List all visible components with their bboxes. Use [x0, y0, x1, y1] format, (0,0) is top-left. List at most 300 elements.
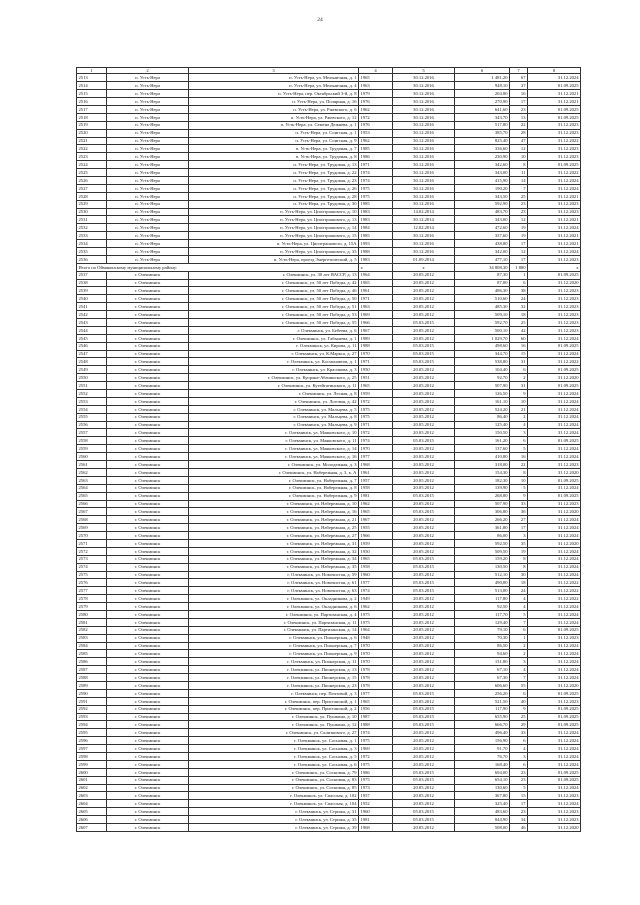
table-row: [77, 626, 581, 634]
settlement-name-cell: г. Олекминск: [107, 484, 189, 492]
settlement-name-cell: п. Усть-Нера: [107, 200, 189, 208]
build-year-cell: 1956: [359, 705, 393, 713]
table-row: [77, 642, 581, 650]
repair-deadline-cell: 31.12.2024: [528, 445, 581, 453]
repair-deadline-cell: 31.12.2023: [528, 287, 581, 295]
building-address-cell: г. Олекминск, ул. Набережная, д. 7: [189, 476, 359, 484]
build-year-cell: 1971: [359, 295, 393, 303]
table-row: [77, 413, 581, 421]
settlement-name-cell: г. Олекминск: [107, 626, 189, 634]
survey-date-cell: 20.05.2012: [393, 658, 455, 666]
build-year-cell: 1964: [359, 626, 393, 634]
table-row: [77, 405, 581, 413]
repair-deadline-cell: 31.12.2022: [528, 579, 581, 587]
record-number-cell: 2580: [77, 610, 107, 618]
settlement-name-cell: г. Олекминск: [107, 453, 189, 461]
settlement-name-cell: г. Олекминск: [107, 824, 189, 832]
apartments-count-cell: 2: [510, 642, 528, 650]
apartments-count-cell: 46: [510, 824, 528, 832]
record-number-cell: 2552: [77, 390, 107, 398]
repair-deadline-cell: 31.12.2022: [528, 595, 581, 603]
building-address-cell: п. Усть-Нера, ул. Мельничная, д. 1: [189, 74, 359, 82]
record-number-cell: 2604: [77, 800, 107, 808]
survey-date-cell: 20.05.2012: [393, 681, 455, 689]
build-year-cell: 1974: [359, 176, 393, 184]
record-number-cell: 2553: [77, 397, 107, 405]
repair-deadline-cell: 31.12.2023: [528, 461, 581, 469]
build-year-cell: 1974: [359, 587, 393, 595]
building-address-cell: г. Олекминск, ул. Новочистая, д. 59: [189, 571, 359, 579]
build-year-cell: 1972: [359, 397, 393, 405]
record-number-cell: 2541: [77, 303, 107, 311]
total-area-cell: 496,40: [455, 729, 510, 737]
building-address-cell: г. Олекминск, ул. Лесная, д. 8: [189, 390, 359, 398]
building-address-cell: г. Олекминск, ул. Пионерская, д. 6: [189, 634, 359, 642]
survey-date-cell: 20.05.2012: [393, 366, 455, 374]
record-number-cell: 2533: [77, 232, 107, 240]
repair-deadline-cell: 01.09.2025: [528, 768, 581, 776]
build-year-cell: 1985: [359, 145, 393, 153]
repair-deadline-cell: 01.09.2025: [528, 689, 581, 697]
survey-date-cell: 20.05.2012: [393, 634, 455, 642]
settlement-name-cell: г. Олекминск: [107, 760, 189, 768]
building-address-cell: г. Олекминск, ул. Мальцева, д. 5: [189, 405, 359, 413]
settlement-name-cell: п. Усть-Нера: [107, 145, 189, 153]
building-address-cell: г. Олекминск, ул. Габышева, д. 1: [189, 334, 359, 342]
apartments-count-cell: 31: [510, 382, 528, 390]
building-address-cell: п. Усть-Нера, ул. Полярная, д. 16: [189, 98, 359, 106]
total-area-cell: 508,00: [455, 824, 510, 832]
table-row: [77, 161, 581, 169]
building-address-cell: г. Олекминск, ул. Партизанская, д. 14: [189, 626, 359, 634]
settlement-name-cell: г. Олекминск: [107, 784, 189, 792]
settlement-name-cell: г. Олекминск: [107, 366, 189, 374]
build-year-cell: 1960: [359, 571, 393, 579]
survey-date-cell: 20.05.2012: [393, 824, 455, 832]
apartments-count-cell: 55: [510, 681, 528, 689]
repair-deadline-cell: 31.12.2024: [528, 650, 581, 658]
repair-deadline-cell: 31.12.2020: [528, 681, 581, 689]
repair-deadline-cell: 31.12.2024: [528, 484, 581, 492]
record-number-cell: 2517: [77, 105, 107, 113]
settlement-name-cell: п. Усть-Нера: [107, 161, 189, 169]
building-address-cell: г. Олекминск, ул. Мальцева, д. 8: [189, 413, 359, 421]
total-area-cell: 513,00: [455, 587, 510, 595]
district-subtotal-row: [77, 263, 581, 271]
settlement-name-cell: г. Олекминск: [107, 358, 189, 366]
survey-date-cell: 30.12.2016: [393, 232, 455, 240]
settlement-name-cell: г. Олекминск: [107, 382, 189, 390]
record-number-cell: 2534: [77, 240, 107, 248]
record-number-cell: 2584: [77, 642, 107, 650]
settlement-name-cell: г. Олекминск: [107, 516, 189, 524]
record-number-cell: 2592: [77, 705, 107, 713]
total-area-cell: 500,10: [455, 326, 510, 334]
apartments-count-cell: 23: [510, 808, 528, 816]
apartments-count-cell: 21: [510, 405, 528, 413]
apartments-count-cell: 6: [510, 737, 528, 745]
table-row: [77, 461, 581, 469]
build-year-cell: 1970: [359, 350, 393, 358]
survey-date-cell: 20.05.2012: [393, 729, 455, 737]
record-number-cell: 2602: [77, 784, 107, 792]
building-address-cell: г. Олекминск, ул. 50 лет Победы, д. 50: [189, 295, 359, 303]
building-address-cell: п. Усть-Нера, ул. Трудовая, д. 26: [189, 184, 359, 192]
build-year-cell: 1975: [359, 760, 393, 768]
building-address-cell: п. Усть-Нера, ул. Циолтрашового, д. 13: [189, 216, 359, 224]
total-area-cell: 342,00: [455, 248, 510, 256]
survey-date-cell: 05.03.2015: [393, 776, 455, 784]
repair-deadline-cell: 31.12.2024: [528, 760, 581, 768]
build-year-cell: 1975: [359, 405, 393, 413]
building-address-cell: п. Усть-Нера, пер. Октябрьский 3-й, д. 8: [189, 90, 359, 98]
survey-date-cell: 20.05.2012: [393, 571, 455, 579]
survey-date-cell: 20.05.2012: [393, 524, 455, 532]
total-area-cell: 161,10: [455, 397, 510, 405]
record-number-cell: 2591: [77, 697, 107, 705]
settlement-name-cell: п. Усть-Нера: [107, 232, 189, 240]
building-address-cell: п. Усть-Нера, ул. Трудовая, д. 22: [189, 169, 359, 177]
build-year-cell: 1977: [359, 579, 393, 587]
total-area-cell: 137,60: [455, 445, 510, 453]
survey-date-cell: 20.05.2012: [393, 792, 455, 800]
survey-date-cell: 30.12.2016: [393, 169, 455, 177]
record-number-cell: 2536: [77, 255, 107, 263]
build-year-cell: 1971: [359, 358, 393, 366]
total-area-cell: 641,60: [455, 105, 510, 113]
settlement-name-cell: г. Олекминск: [107, 705, 189, 713]
record-number-cell: 2566: [77, 500, 107, 508]
repair-deadline-cell: 31.12.2023: [528, 311, 581, 319]
building-address-cell: г. Олекминск, ул. Новочистая, д. 61: [189, 579, 359, 587]
repair-deadline-cell: 31.12.2024: [528, 745, 581, 753]
table-row: [77, 697, 581, 705]
repair-deadline-cell: 01.09.2025: [528, 342, 581, 350]
total-area-cell: 343,50: [455, 192, 510, 200]
settlement-name-cell: г. Олекминск: [107, 571, 189, 579]
build-year-cell: 1964: [359, 271, 393, 279]
build-year-cell: 1988: [359, 721, 393, 729]
total-area-cell: 91,70: [455, 745, 510, 753]
record-number-cell: 2576: [77, 579, 107, 587]
survey-date-cell: 05.03.2015: [393, 555, 455, 563]
apartments-count-cell: 24: [510, 587, 528, 595]
record-number-cell: 2597: [77, 745, 107, 753]
building-address-cell: г. Олекминск, ул. Пушкина, д. 12: [189, 721, 359, 729]
table-row: [77, 240, 581, 248]
repair-deadline-cell: 31.12.2024: [528, 603, 581, 611]
settlement-name-cell: г. Олекминск: [107, 737, 189, 745]
building-address-cell: г. Олекминск, ул. Сосновая, д. 6: [189, 760, 359, 768]
total-area-cell: 367,80: [455, 792, 510, 800]
apartments-count-cell: 1: [510, 634, 528, 642]
building-address-cell: г. Олекминск, ул. 50 лет Победы, д. 55: [189, 319, 359, 327]
survey-date-cell: 20.05.2012: [393, 626, 455, 634]
survey-date-cell: 20.05.2012: [393, 413, 455, 421]
table-row: [77, 571, 581, 579]
table-row: [77, 90, 581, 98]
build-year-cell: 1972: [359, 113, 393, 121]
build-year-cell: 1971: [359, 421, 393, 429]
table-row: [77, 382, 581, 390]
apartments-count-cell: 33: [510, 729, 528, 737]
table-row: [77, 484, 581, 492]
survey-date-cell: 30.12.2016: [393, 105, 455, 113]
repair-deadline-cell: 31.12.2023: [528, 326, 581, 334]
survey-date-cell: 30.12.2014: [393, 216, 455, 224]
table-row: [77, 800, 581, 808]
settlement-name-cell: г. Олекминск: [107, 816, 189, 824]
record-number-cell: 2571: [77, 539, 107, 547]
repair-deadline-cell: 31.12.2024: [528, 610, 581, 618]
build-year-cell: 1976: [359, 121, 393, 129]
apartments-count-cell: 22: [510, 461, 528, 469]
settlement-name-cell: г. Олекминск: [107, 547, 189, 555]
settlement-name-cell: п. Усть-Нера: [107, 74, 189, 82]
survey-date-cell: 30.12.2016: [393, 192, 455, 200]
record-number-cell: 2527: [77, 184, 107, 192]
survey-date-cell: 20.05.2012: [393, 468, 455, 476]
repair-deadline-cell: 31.12.2024: [528, 618, 581, 626]
record-number-cell: 2567: [77, 508, 107, 516]
settlement-name-cell: п. Усть-Нера: [107, 216, 189, 224]
survey-date-cell: 20.05.2012: [393, 539, 455, 547]
build-year-cell: 1965: [359, 508, 393, 516]
total-area-cell: 159,20: [455, 555, 510, 563]
survey-date-cell: 20.05.2012: [393, 760, 455, 768]
apartments-count-cell: 25: [510, 713, 528, 721]
build-year-cell: 1986: [359, 768, 393, 776]
total-area-cell: 592,70: [455, 319, 510, 327]
building-address-cell: г. Олекминск, ул. 50 лет Победы, д. 51: [189, 303, 359, 311]
settlement-name-cell: г. Олекминск: [107, 421, 189, 429]
table-row: [77, 555, 581, 563]
settlement-name-cell: п. Усть-Нера: [107, 169, 189, 177]
column-number-2: 2: [107, 68, 189, 74]
building-address-cell: г. Олекминск, ул. Мальцева, д. 9: [189, 421, 359, 429]
repair-deadline-cell: 31.12.2024: [528, 397, 581, 405]
survey-date-cell: 05.03.2015: [393, 579, 455, 587]
total-area-cell: 86,50: [455, 642, 510, 650]
apartments-count-cell: 16: [510, 90, 528, 98]
page-number: 24: [317, 17, 323, 23]
subtotal-area: 34 808,30: [455, 263, 510, 271]
subtotal-date: х: [393, 263, 455, 271]
table-row: [77, 200, 581, 208]
survey-date-cell: 30.12.2016: [393, 200, 455, 208]
repair-deadline-cell: 31.12.2020: [528, 374, 581, 382]
survey-date-cell: 05.03.2015: [393, 808, 455, 816]
total-area-cell: 86,40: [455, 413, 510, 421]
build-year-cell: 1971: [359, 161, 393, 169]
record-number-cell: 2605: [77, 808, 107, 816]
building-address-cell: г. Олекминск, ул. Бебеева, д. 6: [189, 326, 359, 334]
build-year-cell: 1970: [359, 650, 393, 658]
table-row: [77, 492, 581, 500]
settlement-name-cell: г. Олекминск: [107, 303, 189, 311]
total-area-cell: 606,60: [455, 681, 510, 689]
settlement-name-cell: г. Олекминск: [107, 579, 189, 587]
repair-deadline-cell: 31.12.2020: [528, 824, 581, 832]
apartments-count-cell: 7: [510, 184, 528, 192]
table-row: [77, 729, 581, 737]
table-row: [77, 208, 581, 216]
build-year-cell: 1967: [359, 516, 393, 524]
building-address-cell: г. Олекминск, ул. К.Маркса, д. 27: [189, 350, 359, 358]
total-area-cell: 150,50: [455, 429, 510, 437]
apartments-count-cell: 27: [510, 516, 528, 524]
apartments-count-cell: 42: [510, 326, 528, 334]
building-address-cell: г. Олекминск, ул. Пионерская, д. 15: [189, 674, 359, 682]
building-address-cell: п. Усть-Нера, ул. Мельничная, д. 4: [189, 82, 359, 90]
total-area-cell: 130,50: [455, 563, 510, 571]
survey-date-cell: 30.12.2016: [393, 137, 455, 145]
build-year-cell: 1952: [359, 800, 393, 808]
table-row: [77, 634, 581, 642]
building-address-cell: г. Олекминск, ул. Набережная, д. 8: [189, 484, 359, 492]
survey-date-cell: 20.05.2012: [393, 311, 455, 319]
settlement-name-cell: г. Олекминск: [107, 800, 189, 808]
table-row: [77, 468, 581, 476]
building-address-cell: п. Усть-Нера, проезд Энергетический, д. 5: [189, 255, 359, 263]
record-number-cell: 2522: [77, 145, 107, 153]
apartments-count-cell: 8: [510, 555, 528, 563]
repair-deadline-cell: 31.12.2024: [528, 413, 581, 421]
building-address-cell: г. Олекминск, ул. Маяковского, д. 14: [189, 445, 359, 453]
build-year-cell: 1978: [359, 681, 393, 689]
build-year-cell: 1970: [359, 445, 393, 453]
building-address-cell: г. Олекминск, ул. Сосновая, д. 85: [189, 784, 359, 792]
record-number-cell: 2543: [77, 319, 107, 327]
subtotal-count: 1 880: [510, 263, 528, 271]
apartments-count-cell: 16: [510, 453, 528, 461]
total-area-cell: 655,90: [455, 713, 510, 721]
apartments-count-cell: 8: [510, 563, 528, 571]
total-area-cell: 67,30: [455, 674, 510, 682]
building-address-cell: п. Усть-Нера, ул. Циолтрашового, д. 35: [189, 248, 359, 256]
total-area-cell: 694,00: [455, 768, 510, 776]
survey-date-cell: 30.12.2016: [393, 161, 455, 169]
apartments-count-cell: 29: [510, 721, 528, 729]
build-year-cell: 1972: [359, 429, 393, 437]
apartments-count-cell: 6: [510, 437, 528, 445]
building-address-cell: г. Олекминск, ул. Маяковского, д. 11: [189, 437, 359, 445]
table-row: [77, 737, 581, 745]
apartments-count-cell: 17: [510, 98, 528, 106]
record-number-cell: 2557: [77, 429, 107, 437]
build-year-cell: 1953: [359, 129, 393, 137]
building-address-cell: г. Олекминск, ул. Склизкового, д. 27: [189, 729, 359, 737]
building-address-cell: п. Усть-Нера, ул. Циолтрашового, д. 15: [189, 232, 359, 240]
settlement-name-cell: г. Олекминск: [107, 792, 189, 800]
table-row: [77, 169, 581, 177]
apartments-count-cell: 7: [510, 618, 528, 626]
total-area-cell: 182,30: [455, 476, 510, 484]
build-year-cell: 1981: [359, 492, 393, 500]
settlement-name-cell: г. Олекминск: [107, 271, 189, 279]
build-year-cell: 1966: [359, 532, 393, 540]
apartments-count-cell: 37: [510, 82, 528, 90]
apartments-count-cell: 19: [510, 224, 528, 232]
record-number-cell: 2528: [77, 192, 107, 200]
settlement-name-cell: г. Олекминск: [107, 729, 189, 737]
survey-date-cell: 20.05.2012: [393, 429, 455, 437]
building-address-cell: г. Олекминск, ул. Маяковского, д. 10: [189, 429, 359, 437]
build-year-cell: 1975: [359, 413, 393, 421]
table-row: [77, 516, 581, 524]
build-year-cell: 1955: [359, 524, 393, 532]
record-number-cell: 2526: [77, 176, 107, 184]
build-year-cell: 1962: [359, 603, 393, 611]
table-row: [77, 216, 581, 224]
building-address-cell: г. Олекминск, ул. Сосновая, д. 1: [189, 737, 359, 745]
apartments-count-cell: 11: [510, 169, 528, 177]
building-address-cell: п. Усть-Нера, ул. Трудовая, д. 7: [189, 145, 359, 153]
apartments-count-cell: 4: [510, 595, 528, 603]
survey-date-cell: 20.05.2012: [393, 476, 455, 484]
total-area-cell: 517,80: [455, 121, 510, 129]
build-year-cell: 1959: [359, 539, 393, 547]
table-row: [77, 374, 581, 382]
total-area-cell: 190,20: [455, 184, 510, 192]
record-number-cell: 2560: [77, 453, 107, 461]
apartments-count-cell: 35: [510, 539, 528, 547]
settlement-name-cell: г. Олекминск: [107, 539, 189, 547]
total-area-cell: 361,80: [455, 524, 510, 532]
settlement-name-cell: г. Олекминск: [107, 397, 189, 405]
build-year-cell: 1960: [359, 808, 393, 816]
repair-deadline-cell: 31.12.2024: [528, 248, 581, 256]
repair-deadline-cell: 01.09.2025: [528, 705, 581, 713]
record-number-cell: 2559: [77, 445, 107, 453]
record-number-cell: 2562: [77, 468, 107, 476]
total-area-cell: 154,30: [455, 468, 510, 476]
survey-date-cell: 20.05.2012: [393, 784, 455, 792]
table-row: [77, 618, 581, 626]
repair-deadline-cell: 31.12.2024: [528, 658, 581, 666]
settlement-name-cell: п. Усть-Нера: [107, 121, 189, 129]
table-row: [77, 808, 581, 816]
total-area-cell: 592,50: [455, 539, 510, 547]
total-area-cell: 117,80: [455, 595, 510, 603]
repair-deadline-cell: 31.12.2023: [528, 816, 581, 824]
record-number-cell: 2513: [77, 74, 107, 82]
apartments-count-cell: 30: [510, 571, 528, 579]
record-number-cell: 2530: [77, 208, 107, 216]
apartments-count-cell: 23: [510, 776, 528, 784]
build-year-cell: 1975: [359, 776, 393, 784]
survey-date-cell: 30.12.2016: [393, 129, 455, 137]
survey-date-cell: 05.03.2015: [393, 587, 455, 595]
survey-date-cell: 20.05.2012: [393, 666, 455, 674]
survey-date-cell: 20.05.2012: [393, 595, 455, 603]
survey-date-cell: 05.03.2015: [393, 563, 455, 571]
repair-deadline-cell: 31.12.2020: [528, 508, 581, 516]
apartments-count-cell: 14: [510, 176, 528, 184]
record-number-cell: 2520: [77, 129, 107, 137]
total-area-cell: 472,60: [455, 224, 510, 232]
repair-deadline-cell: 31.12.2024: [528, 453, 581, 461]
repair-deadline-cell: 01.09.2025: [528, 161, 581, 169]
repair-deadline-cell: 31.12.2024: [528, 784, 581, 792]
building-address-cell: г. Олекминск, ул. Набережная, д. 10: [189, 500, 359, 508]
total-area-cell: 507,90: [455, 382, 510, 390]
apartments-count-cell: 6: [510, 366, 528, 374]
survey-date-cell: 30.12.2016: [393, 184, 455, 192]
apartments-count-cell: 40: [510, 697, 528, 705]
survey-date-cell: 05.03.2015: [393, 437, 455, 445]
housing-register-table: [76, 67, 581, 832]
